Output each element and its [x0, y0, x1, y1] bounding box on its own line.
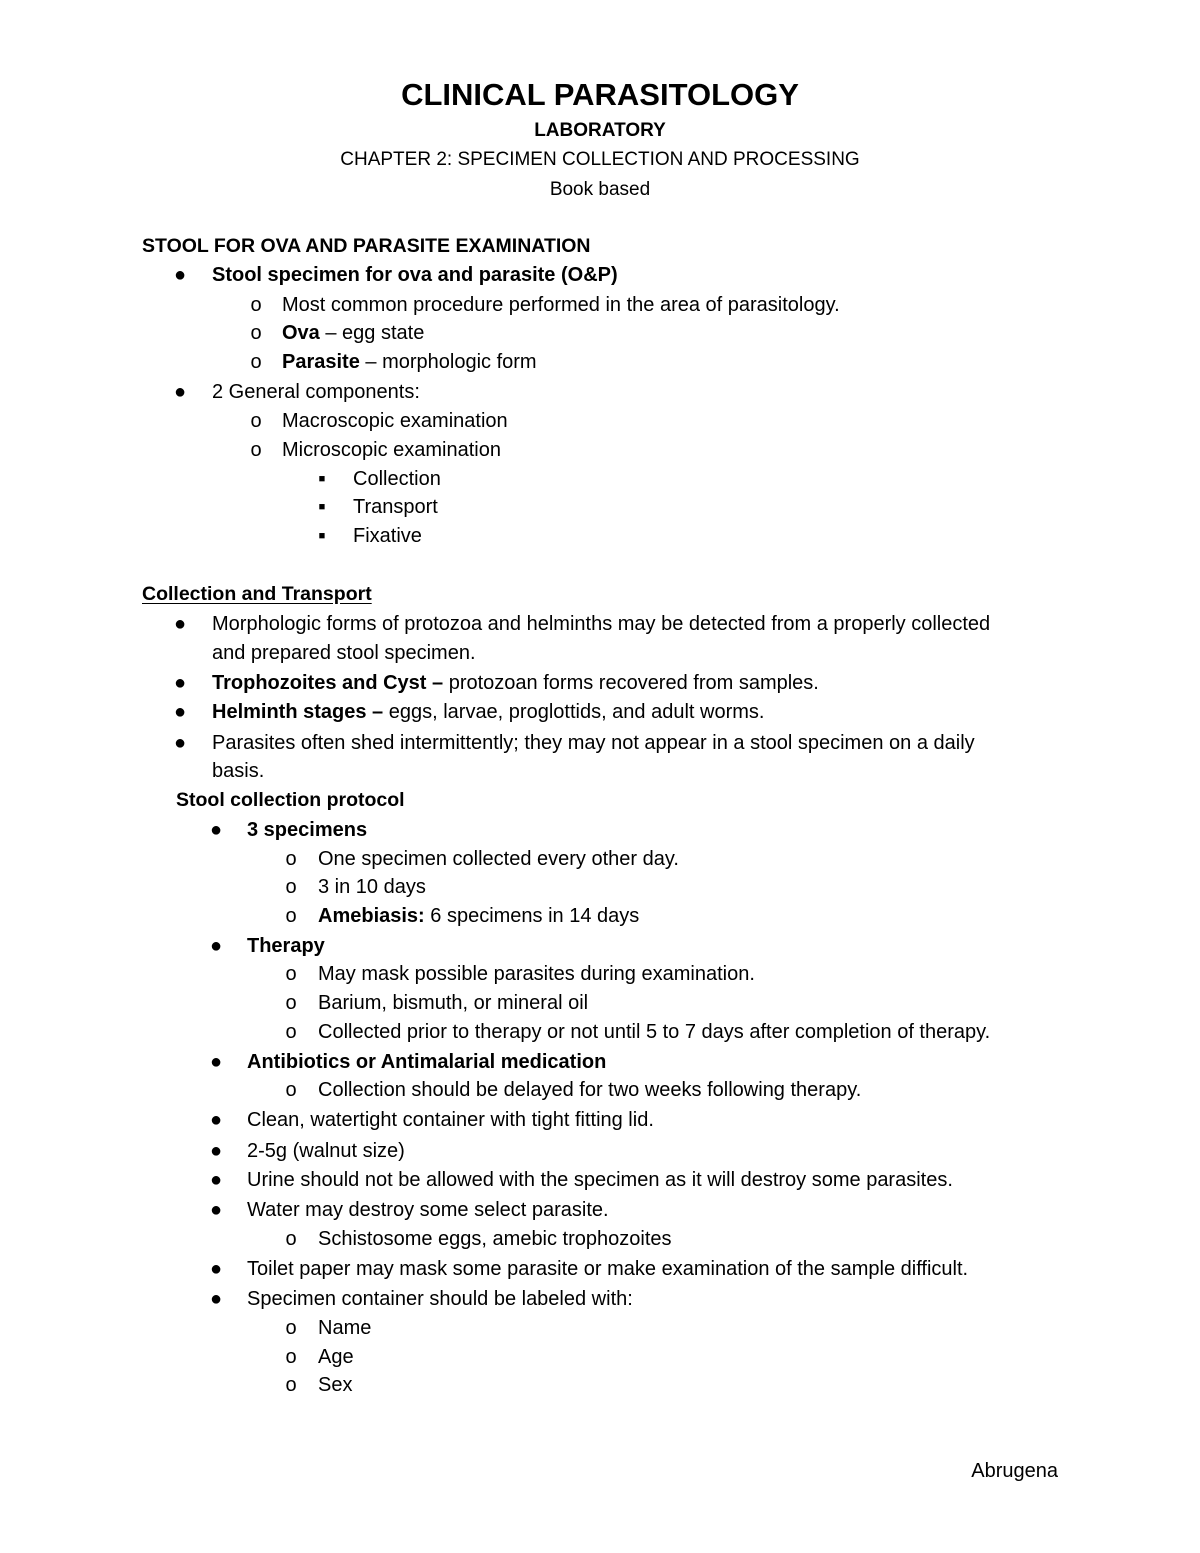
- bullet-circle-icon: o: [285, 1228, 297, 1250]
- bullet-circle-icon: o: [285, 848, 297, 870]
- list-item: Collected prior to therapy or not until 5 to 7 days after completion of therapy.: [318, 1021, 991, 1043]
- bullet-disc-icon: ●: [209, 1288, 223, 1310]
- bullet-disc-icon: ●: [209, 1140, 223, 1162]
- footer-author: Abrugena: [971, 1460, 1058, 1482]
- bullet-disc-icon: ●: [209, 1109, 223, 1131]
- list-item: Transport: [353, 496, 438, 518]
- list-item: Collection should be delayed for two weeks following therapy.: [318, 1079, 862, 1101]
- bullet-disc-icon: ●: [209, 935, 223, 957]
- bullet-disc-icon: ●: [209, 1169, 223, 1191]
- bullet-circle-icon: o: [285, 1021, 297, 1043]
- list-item: Age: [318, 1346, 354, 1368]
- list-item: Stool specimen for ova and parasite (O&P): [212, 264, 618, 286]
- bullet-circle-icon: o: [285, 1317, 297, 1339]
- list-item: 3 in 10 days: [318, 876, 426, 898]
- document-subtitle: LABORATORY: [534, 120, 666, 141]
- bullet-circle-icon: o: [250, 439, 262, 461]
- bullet-circle-icon: o: [285, 1079, 297, 1101]
- list-item: Barium, bismuth, or mineral oil: [318, 992, 589, 1014]
- list-item: Most common procedure performed in the area of parasitology.: [282, 294, 840, 316]
- list-item: Sex: [318, 1374, 353, 1396]
- list-item: Schistosome eggs, amebic trophozoites: [318, 1228, 672, 1250]
- list-item: Ova – egg state: [282, 322, 425, 344]
- list-item: 3 specimens: [247, 819, 368, 841]
- bullet-circle-icon: o: [250, 351, 262, 373]
- bullet-circle-icon: o: [285, 876, 297, 898]
- bullet-circle-icon: o: [285, 992, 297, 1014]
- bullet-disc-icon: ●: [209, 1258, 223, 1280]
- bullet-disc-icon: ●: [173, 264, 187, 286]
- list-item-continuation: and prepared stool specimen.: [212, 642, 476, 664]
- list-item: May mask possible parasites during examination.: [318, 963, 755, 985]
- list-item: One specimen collected every other day.: [318, 848, 679, 870]
- book-note: Book based: [549, 179, 651, 200]
- list-item: Trophozoites and Cyst – protozoan forms recovered from samples.: [212, 672, 819, 694]
- list-item: Collection: [353, 468, 441, 490]
- bullet-disc-icon: ●: [173, 613, 187, 635]
- list-item: Macroscopic examination: [282, 410, 508, 432]
- chapter-title: CHAPTER 2: SPECIMEN COLLECTION AND PROCESSING: [340, 149, 860, 170]
- list-item: Therapy: [247, 935, 325, 957]
- list-item: Water may destroy some select parasite.: [247, 1199, 609, 1221]
- bullet-square-icon: ■: [318, 530, 326, 542]
- list-item: Parasites often shed intermittently; they may not appear in a stool specimen on a daily: [212, 732, 975, 754]
- bullet-disc-icon: ●: [173, 701, 187, 723]
- bullet-square-icon: ■: [318, 501, 326, 513]
- list-item: Specimen container should be labeled with:: [247, 1288, 633, 1310]
- bullet-circle-icon: o: [250, 410, 262, 432]
- bullet-disc-icon: ●: [173, 732, 187, 754]
- section-heading-collection-transport: Collection and Transport: [142, 583, 372, 605]
- list-item: 2-5g (walnut size): [247, 1140, 405, 1162]
- bullet-disc-icon: ●: [173, 381, 187, 403]
- subheading-stool-collection-protocol: Stool collection protocol: [176, 789, 405, 811]
- bullet-circle-icon: o: [250, 294, 262, 316]
- bullet-circle-icon: o: [285, 963, 297, 985]
- bullet-disc-icon: ●: [173, 672, 187, 694]
- list-item: Clean, watertight container with tight fitting lid.: [247, 1109, 654, 1131]
- list-item: Amebiasis: 6 specimens in 14 days: [318, 905, 640, 927]
- list-item-continuation: basis.: [212, 760, 265, 782]
- bullet-circle-icon: o: [285, 1374, 297, 1396]
- bullet-circle-icon: o: [285, 905, 297, 927]
- bullet-disc-icon: ●: [209, 1199, 223, 1221]
- list-item: Toilet paper may mask some parasite or make examination of the sample difficult.: [247, 1258, 969, 1280]
- list-item: 2 General components:: [212, 381, 420, 403]
- bullet-disc-icon: ●: [209, 1051, 223, 1073]
- list-item: Urine should not be allowed with the specimen as it will destroy some parasites.: [247, 1169, 953, 1191]
- section-heading-stool-exam: STOOL FOR OVA AND PARASITE EXAMINATION: [142, 235, 591, 257]
- list-item: Morphologic forms of protozoa and helminths may be detected from a properly collected: [212, 613, 991, 635]
- list-item: Microscopic examination: [282, 439, 501, 461]
- list-item: Parasite – morphologic form: [282, 351, 537, 373]
- list-item: Fixative: [353, 525, 422, 547]
- document-title: CLINICAL PARASITOLOGY: [401, 77, 799, 112]
- bullet-square-icon: ■: [318, 473, 326, 485]
- bullet-circle-icon: o: [250, 322, 262, 344]
- bullet-circle-icon: o: [285, 1346, 297, 1368]
- list-item: Helminth stages – eggs, larvae, proglottids, and adult worms.: [212, 701, 765, 723]
- bullet-disc-icon: ●: [209, 819, 223, 841]
- list-item: Name: [318, 1317, 372, 1339]
- list-item: Antibiotics or Antimalarial medication: [247, 1051, 607, 1073]
